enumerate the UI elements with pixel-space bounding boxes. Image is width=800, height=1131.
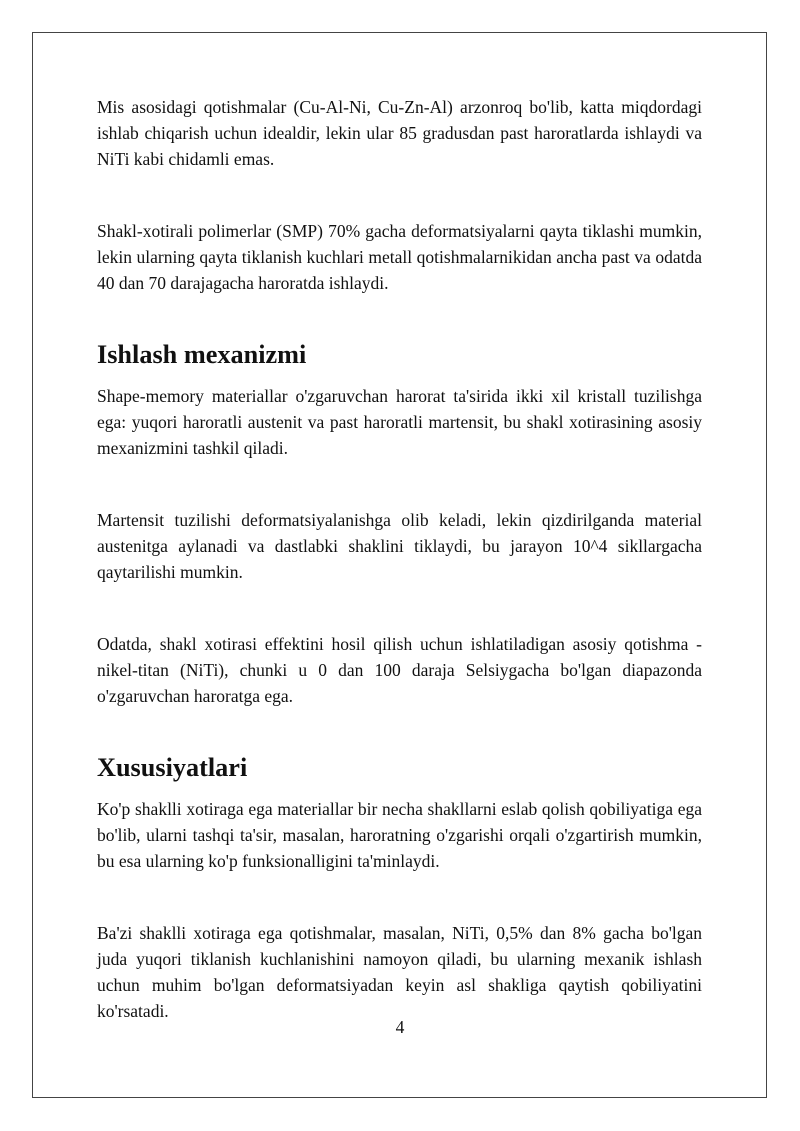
heading-working-mechanism: Ishlash mexanizmi bbox=[97, 340, 307, 369]
heading-properties: Xususiyatlari bbox=[97, 753, 248, 782]
paragraph-recovery-strain: Ba'zi shaklli xotiraga ega qotishmalar, masalan, NiTi, 0,5% dan 8% gacha bo'lgan juda yuqori tiklanish kuchlanishini namoyon qiladi, bu ularning mexanik ishlash uchun muhim bo'lgan deformatsiyadan keyin asl shakliga qaytish qobiliyatini ko'rsatadi. bbox=[97, 923, 702, 1021]
page-number: 4 bbox=[395, 1017, 405, 1037]
paragraph-shape-memory-polymers: Shakl-xotirali polimerlar (SMP) 70% gacha deformatsiyalarni qayta tiklashi mumkin, lekin ularning qayta tiklanish kuchlari metall qotishmalarnikidan ancha past va odatda 40 dan 70 darajagacha haroratda ishlaydi. bbox=[97, 221, 702, 293]
document-body bbox=[97, 94, 702, 1024]
paragraph-crystal-structures: Shape-memory materiallar o'zgaruvchan harorat ta'sirida ikki xil kristall tuzilishga ega: yuqori haroratli austenit va past haroratli martensit, bu shakl xotirasining asosiy mexanizmini tashkil qiladi. bbox=[97, 386, 702, 458]
paragraph-multi-shape-memory: Ko'p shaklli xotiraga ega materiallar bir necha shakllarni eslab qolish qobiliyatiga ega bo'lib, ularni tashqi ta'sir, masalan, haroratning o'zgarishi orqali o'zgartirish mumkin, bu esa ularning ko'p funksionalligini ta'minlaydi. bbox=[97, 799, 702, 871]
paragraph-niti-alloy: Odatda, shakl xotirasi effektini hosil qilish uchun ishlatiladigan asosiy qotishma - nikel-titan (NiTi), chunki u 0 dan 100 daraja Selsiygacha bo'lgan diapazonda o'zgaruvchan haroratga ega. bbox=[97, 634, 702, 706]
paragraph-copper-alloys: Mis asosidagi qotishmalar (Cu-Al-Ni, Cu-Zn-Al) arzonroq bo'lib, katta miqdordagi ishlab chiqarish uchun idealdir, lekin ular 85 gradusdan past haroratlarda ishlaydi va NiTi kabi chidamli emas. bbox=[97, 97, 702, 169]
paragraph-martensite: Martensit tuzilishi deformatsiyalanishga olib keladi, lekin qizdirilganda material austenitga aylanadi va dastlabki shaklini tiklaydi, bu jarayon 10^4 sikllargacha qaytarilishi mumkin. bbox=[97, 510, 702, 582]
